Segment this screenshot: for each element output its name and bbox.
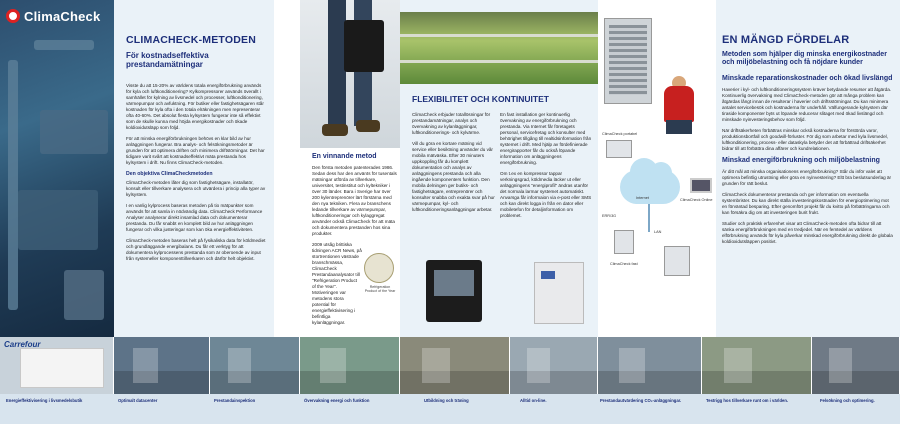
benefits-text <box>722 34 894 250</box>
diagram-connector <box>648 204 650 232</box>
strip-photo-online <box>510 337 598 394</box>
machinery-photo <box>0 0 114 337</box>
benefits-paragraph: Är ditt mål att minska organisationens energiförbrukning? Står du inför valet att optimera befintlig utrustning eller göra en nyinvestering? Eltt bra beslutsunderlag är grunden för rätt beslut. <box>722 169 892 186</box>
flexibility-title: FLEXIBILITET OCH KONTINUITET <box>412 94 549 104</box>
flexibility-paragraph: Om t.ex en kompressor tappar verkningsgrad, köldmedia läcker ut eller anläggningens "energiprofil" ändras utanför det normala larmar systemet automatiskt. Anvarsga får informaion via e-post eller SMS och kan direkt logga in från en dator eller mobiletefon för detaljinformation om problemet. <box>500 171 592 218</box>
delivery-truck-photo <box>20 348 104 388</box>
carrefour-logo: Carrefour <box>4 340 41 349</box>
winning-paragraph: Den första metoden patenterades 1986. Sedan dess har den använts för tusentals mätningar utförda av tillverkare, universitet, testinstitut och kyltekniker i över 30 länder. Bara i Sverige har över 200 kylentreprenörer lärt förstärna med den nya tekniken. Flera av branschens ledande tillverkare av värmepumpar, luftkonditioneringar och kylaggregat använder också ClimaCheck för att mäta och dokumentera prestanden hos sina produkter. <box>312 165 397 236</box>
diagram-label: ClimaCheck fast <box>610 262 638 266</box>
strip-caption: Prestandainspektion <box>214 398 256 403</box>
portable-unit-icon <box>606 140 632 158</box>
strip-photo-training <box>400 337 510 394</box>
strip-photo-inspection <box>210 337 300 394</box>
benefits-subtitle: Metoden som hjälper dig minska energikostnader och miljöbelastning och få nöjdare kunder <box>722 51 887 66</box>
award-seal <box>364 253 394 283</box>
strip-photo-co2 <box>598 337 702 394</box>
intro-paragraph: I en vanlig kylprocess baseras metoden på tio mätpunkter som används för att samla in nödvändig data. ClimaCheck Performance Analyser analyserar direkt insamlad data och dokumenterar prestanda. Du får snabbt en komplett bild av hur anläggningen fungerar och vilka justeringar som kan öka energieffektiviteten. <box>126 203 263 232</box>
strip-caption: Optimalt datacenter <box>118 398 158 403</box>
server-icon <box>664 246 690 276</box>
strip-caption: Felsökning och optimering. <box>820 398 875 403</box>
diagram-label: ClimaCheck portabel <box>602 132 638 136</box>
mobile-analyser-case-photo <box>426 260 482 322</box>
flexibility-text-right <box>500 112 592 224</box>
benefits-section-title: Minskade reparationskostnader och ökad livslängd <box>722 75 893 82</box>
control-rack-photo <box>604 18 652 104</box>
flexibility-paragraph: En fast installation ger kontinuerlig övervakning av energiförbrukning och prestanda. Via Internet får företagets personal, servicefretag och konsulter med behörighet tillgång till realtidsinformation från systemet i drift. Med hjälp av fördefinierade energirapporter får du också löpande information om anläggningens energiförbrukning. <box>500 112 592 165</box>
internet-cloud-icon <box>620 170 680 204</box>
intro-paragraph: ClimaCheck-metoden låter dig som fastighetsägare, installatör, konsult eller tillverkare analysera och utvärdera i princip alla typer av kylsystem. <box>126 180 266 197</box>
intro-paragraph: ClimaCheck-metoden baseras helt på fysikaliska data för köldmediet och grundläggande energibalans. Du får ett verktyg för att dokumentera kylprocessens prestanda som är oberoende av input från systemeller komponenttillverkaren och därför helt objektivt. <box>126 238 266 261</box>
winning-paragraph: 2009 utsåg brittiska tidningen ACR News, på stortrentionen västrade branschmässa, ClimaCheck Prestandaanalysator till "Refrigeration Product of the Year". Motiveringen var metodens stora potential för energieffektivisering i befintliga kylanläggningar. <box>312 242 362 325</box>
laptop-icon <box>690 178 712 193</box>
flexibility-paragraph: Vill du göra en kortare mätning vid service eller besiktning använder du vår mobila mätväska. Efter 30 minuters uppkoppling får du komplett dokumentation och analys av anläggningens prestanda och alla ingående komponenters funktion. Den mobila delningen ger butiks- och fastighetsägare, entreprenörer och konsulter snabba och exakta svar på hur värmepumpar, kyl- och luftkonditioneringsanläggningar arbetar. <box>412 141 495 212</box>
strip-photo-monitoring <box>300 337 400 394</box>
fixed-unit-icon <box>614 230 634 254</box>
strip-caption: Prestandautvärdering CO₂-anläggningar. <box>600 398 682 403</box>
diagram-label: ClimaCheck Online <box>680 198 713 202</box>
technician-photo <box>656 76 702 136</box>
intro-section-title: Den objektiva ClimaCheckmetoden <box>126 171 213 177</box>
flexibility-paragraph: ClimaCheck erbjuder totallösningar för prestandamätningar, analys och övervakning av kylanläggningar, luftkonditionerings- och kylvärme. <box>412 112 491 135</box>
supermarket-vegetables-photo <box>400 12 598 84</box>
strip-caption: Övervakning energi och funktion <box>304 398 370 403</box>
intro-subtitle: För kostnadseffektiva prestandamätningar <box>126 51 209 69</box>
benefits-paragraph: Haverier i kyl- och luftkonditioneringssystem kräver betydande resurser att åtgärda. Kontinuerlig övervakning med ClimaCheck-metoden gör att många problem kan åtgärdas långt innan de resulterar i haverier och driftsstörningar. Du kan minimera antalet servicebesök och kostnaderna för underhåll. Välfungerande kylsystem där tiraside komponenter byts ut löpande reducerar slitaget med ökad livslängd och minskade nyinvesteringsbehov som följd. <box>722 87 892 122</box>
winning-text <box>312 150 398 331</box>
strip-caption: Alltid on-line. <box>520 398 547 403</box>
worker-with-case-photo <box>300 0 400 148</box>
intro-paragraph: Visste du att 15-20% av världens totala energiförbrukning används för kyla och luftkonditionering? Kylkompressorer används överallt i samhället för kylning av livsmedel och processer, luftkonditionering, värmepumpar och avfuktning. För butiker eller fastighetsägaren står kostnaden för kyla ofta i den totala elräkningen men representerar ofta 40-60%. Det absolut flesta kylsystem fungerar inte så effektivt som de skulle kunna med höjda energikostnader och ökade koldioxidutsläpp som följd. <box>126 83 264 130</box>
winning-title: En vinnande metod <box>312 153 377 160</box>
benefits-section-title: Minskad energiförbrukning och miljöbelastning <box>722 157 880 164</box>
strip-caption: Utbildning och träning <box>424 398 469 403</box>
benefits-paragraph: När driftsäkerheten förbättras minskar också kostnaderna för förstörda varor, produktionsbortfall och goodwill-förluster. För dig som arbetar med kyla livsmedel, luftkonditionering, process- eller dataskyla betyder det att förbättrad driftsäkerhet bidrar till att förbättra dina affärer och kundrelationen. <box>722 128 888 151</box>
fixed-installation-cabinet-photo <box>534 262 584 324</box>
climacheck-logo: ClimaCheck <box>6 6 100 26</box>
intro-column <box>114 0 274 337</box>
intro-paragraph: För att minska energiförbrukningen behövs en klar bild av hur anläggningen fungerar. Bra analys- och felsökningsmetoder är grunden för att optimera driften och minimera driftstörningar. Det har tidigare varit svårt att kostnadseffektivt mäta prestanda hos kylsystem i drift. Nu finns ClimaCheck-metoden. <box>126 136 265 165</box>
strip-photo-testrig <box>702 337 812 394</box>
diagram-label: Internet <box>636 196 649 200</box>
logo-icon <box>6 9 20 23</box>
diagram-label: LAN <box>654 230 662 234</box>
benefits-paragraph: Studier och praktisk erfarenhet visar att ClimaCheck-metoden ofta bidrar till att sänka energiförbrukningen med en tredjedel. När en femtedel av världens elförbrukning används för kyla påverkar minskad energiförbrukning direkt de globala koldioxidutsläppen positivt. <box>722 221 893 244</box>
benefits-title: EN MÄNGD FÖRDELAR <box>722 34 850 46</box>
strip-photo-troubleshooting <box>812 337 900 394</box>
benefits-paragraph: ClimaCheck dokumenterar prestanda och ger information om eventuella systembrister. Du kan direkt ställa investeringskostnaden för energioptimering mot en förväntad besparing. Efter genomfört projekt får du kvitto på förbättringarna och kan försäkra dig om att investeringen burit frukt. <box>722 192 890 215</box>
strip-photo-datacenter <box>114 337 210 394</box>
flexibility-text-left <box>412 112 496 218</box>
strip-caption: Energieffektivisering i livsmedelsbutik <box>6 398 83 403</box>
intro-title: CLIMACHECK-METODEN <box>126 34 256 46</box>
award-text: Refrigeration Product of the Year <box>364 285 396 293</box>
diagram-label: ERR/3G <box>602 214 617 218</box>
strip-caption: Testrigg hos tillverkare runt om i världen. <box>706 398 789 403</box>
